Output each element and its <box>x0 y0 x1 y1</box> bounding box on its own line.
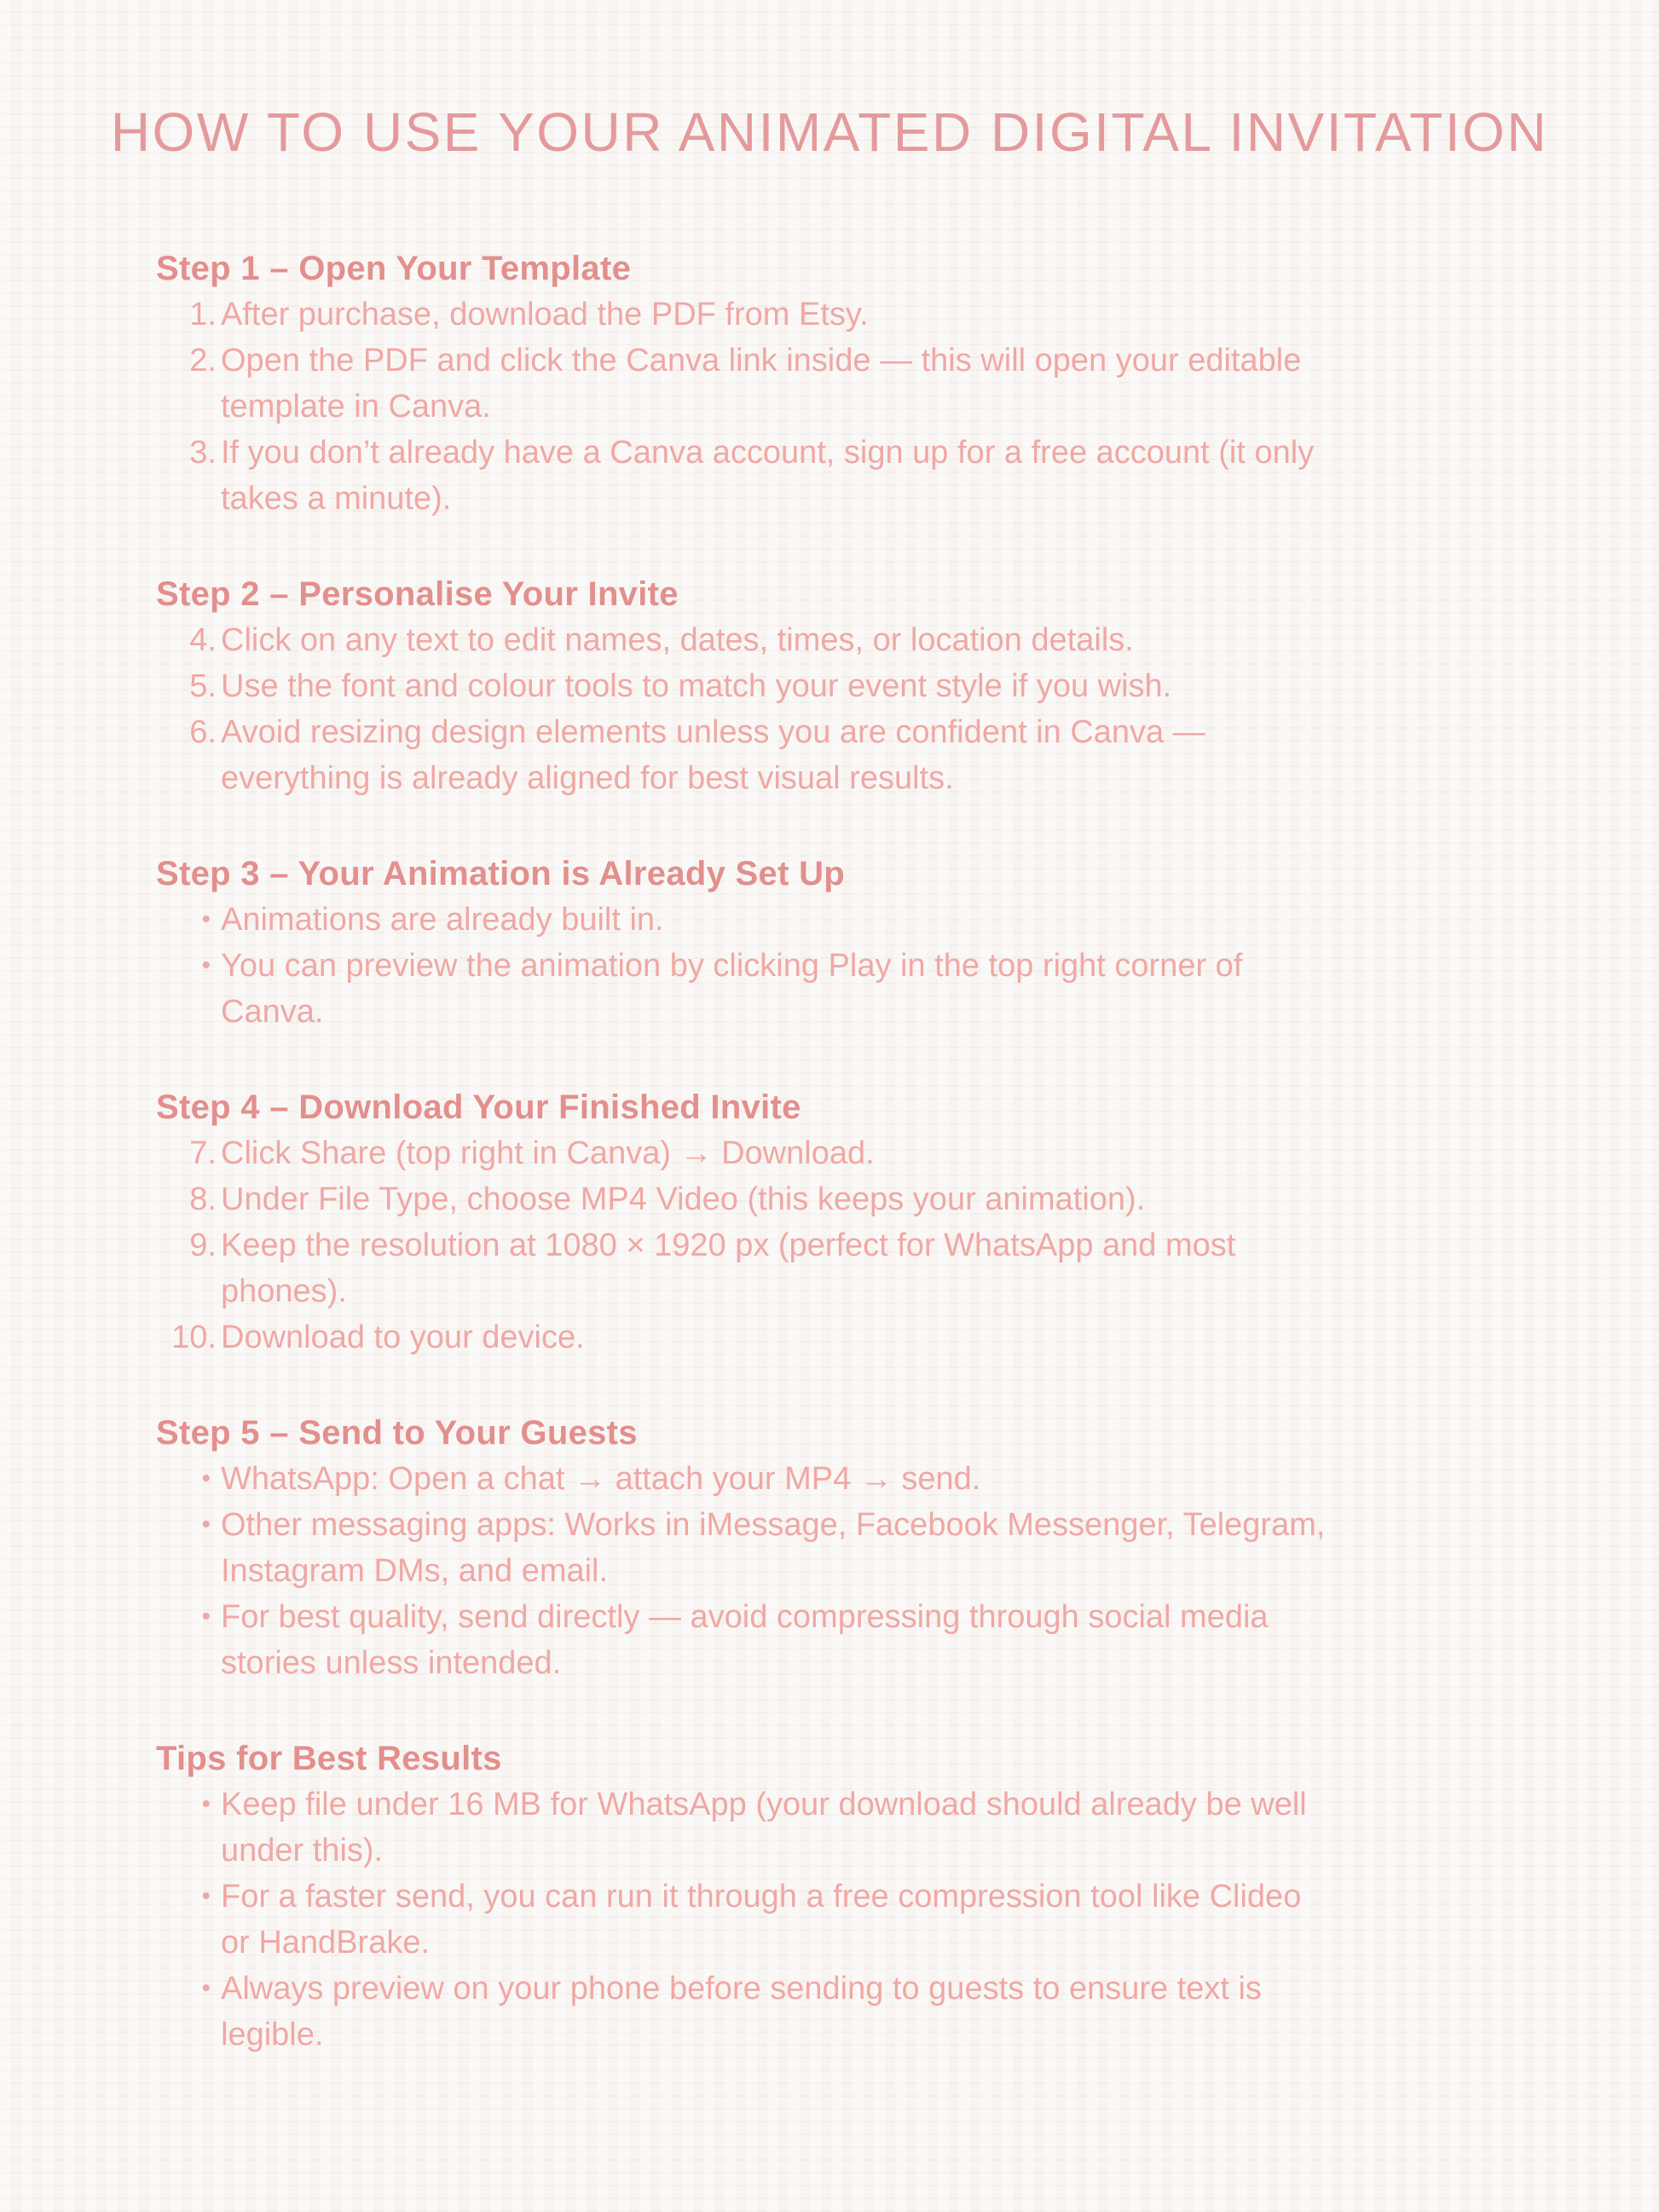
list-item <box>156 1314 1659 1360</box>
item-text <box>221 1502 1325 1594</box>
item-text-line: or HandBrake. <box>221 1925 431 1961</box>
section-list <box>156 1782 1659 2058</box>
list-item <box>156 1594 1659 1686</box>
item-marker: • <box>201 1974 211 2002</box>
list-item <box>156 1966 1659 2058</box>
item-text <box>221 1314 585 1360</box>
section-step-2 <box>156 571 1659 801</box>
item-text-line: Other messaging apps: Works in iMessage, Facebook Messenger, Telegram, <box>221 1507 1326 1543</box>
item-text <box>221 1130 875 1176</box>
section-step-3 <box>156 851 1659 1035</box>
item-text-line: For a faster send, you can run it through a free compression tool like Clideo <box>221 1879 1302 1915</box>
item-text <box>221 1176 1145 1222</box>
item-marker: 10. <box>171 1320 217 1355</box>
item-text-line: After purchase, download the PDF from Etsy. <box>221 297 869 332</box>
list-item <box>156 1782 1659 1874</box>
item-text-line: Always preview on your phone before sending to guests to ensure text is <box>221 1971 1262 2007</box>
list-item <box>156 617 1659 663</box>
item-text-line: everything is already aligned for best visual results. <box>221 760 954 796</box>
item-marker: • <box>201 1882 211 1910</box>
list-item <box>156 1222 1659 1314</box>
list-item <box>156 663 1659 709</box>
item-text-line: Animations are already built in. <box>221 902 664 938</box>
item-text-line: template in Canva. <box>221 389 491 424</box>
list-item <box>156 943 1659 1035</box>
item-text-line: Use the font and colour tools to match your event style if you wish. <box>221 668 1172 704</box>
section-step-5 <box>156 1410 1659 1686</box>
item-text-line: Instagram DMs, and email. <box>221 1553 609 1589</box>
item-marker: • <box>201 1510 211 1539</box>
section-heading: Tips for Best Results <box>156 1740 502 1777</box>
item-text <box>221 1966 1262 2058</box>
list-item <box>156 1130 1659 1176</box>
item-text-line: under this). <box>221 1833 384 1868</box>
item-marker: 7. <box>189 1135 217 1171</box>
item-text <box>221 1782 1307 1874</box>
item-marker: • <box>201 1603 211 1631</box>
section-heading: Step 4 – Download Your Finished Invite <box>156 1089 801 1126</box>
section-heading: Step 3 – Your Animation is Already Set Up <box>156 855 846 892</box>
item-text-line: Open the PDF and click the Canva link inside — this will open your editable <box>221 343 1302 378</box>
item-text-line: For best quality, send directly — avoid compressing through social media <box>221 1599 1269 1635</box>
item-text-line: Keep the resolution at 1080 × 1920 px (perfect for WhatsApp and most <box>221 1227 1236 1263</box>
item-marker: • <box>201 905 211 933</box>
list-item <box>156 338 1659 430</box>
list-item <box>156 1456 1659 1502</box>
list-item <box>156 897 1659 943</box>
item-text <box>221 943 1242 1035</box>
item-marker: • <box>201 1464 211 1493</box>
page-title: HOW TO USE YOUR ANIMATED DIGITAL INVITATION <box>110 101 1549 163</box>
item-text <box>221 1456 980 1502</box>
item-text <box>221 617 1134 663</box>
item-marker: • <box>201 951 211 979</box>
item-marker: 8. <box>189 1181 217 1217</box>
section-list <box>156 292 1659 522</box>
section-list <box>156 897 1659 1035</box>
item-text <box>221 1594 1269 1686</box>
item-marker: 2. <box>189 343 217 378</box>
item-text <box>221 663 1171 709</box>
list-item <box>156 1176 1659 1222</box>
item-text <box>221 292 869 338</box>
item-text-line: stories unless intended. <box>221 1645 562 1681</box>
item-text-line: Canva. <box>221 994 324 1030</box>
item-text-line: Under File Type, choose MP4 Video (this keeps your animation). <box>221 1181 1146 1217</box>
list-item <box>156 292 1659 338</box>
item-text-line: You can preview the animation by clicking Play in the top right corner of <box>221 948 1243 984</box>
item-text <box>221 430 1314 522</box>
item-marker: 9. <box>189 1227 217 1263</box>
item-marker: 4. <box>189 622 217 658</box>
item-marker: 6. <box>189 714 217 750</box>
item-text-line: Download to your device. <box>221 1320 585 1355</box>
list-item <box>156 709 1659 801</box>
list-item <box>156 1502 1659 1594</box>
list-item <box>156 1874 1659 1966</box>
item-text-line: phones). <box>221 1273 347 1309</box>
section-heading: Step 2 – Personalise Your Invite <box>156 575 679 613</box>
item-text-line: Avoid resizing design elements unless you are confident in Canva — <box>221 714 1205 750</box>
item-text-line: WhatsApp: Open a chat → attach your MP4 → send. <box>221 1461 981 1497</box>
section-step-1 <box>156 245 1659 522</box>
item-text <box>221 709 1205 801</box>
list-item <box>156 430 1659 522</box>
section-tips <box>156 1736 1659 2058</box>
item-text-line: legible. <box>221 2017 324 2053</box>
item-text <box>221 897 664 943</box>
item-text <box>221 1874 1301 1966</box>
item-text <box>221 338 1301 430</box>
item-marker: • <box>201 1790 211 1818</box>
section-list <box>156 617 1659 801</box>
section-list <box>156 1456 1659 1686</box>
item-marker: 3. <box>189 435 217 471</box>
item-marker: 5. <box>189 668 217 704</box>
item-text-line: takes a minute). <box>221 481 452 517</box>
item-marker: 1. <box>189 297 217 332</box>
item-text-line: Click on any text to edit names, dates, times, or location details. <box>221 622 1134 658</box>
item-text <box>221 1222 1235 1314</box>
item-text-line: If you don’t already have a Canva account, sign up for a free account (it only <box>221 435 1315 471</box>
item-text-line: Keep file under 16 MB for WhatsApp (your download should already be well <box>221 1787 1307 1822</box>
item-text-line: Click Share (top right in Canva) → Download. <box>221 1135 875 1171</box>
section-heading: Step 5 – Send to Your Guests <box>156 1414 638 1452</box>
section-heading: Step 1 – Open Your Template <box>156 250 632 287</box>
section-list <box>156 1130 1659 1360</box>
section-step-4 <box>156 1084 1659 1360</box>
instructions-content <box>156 245 1659 2058</box>
